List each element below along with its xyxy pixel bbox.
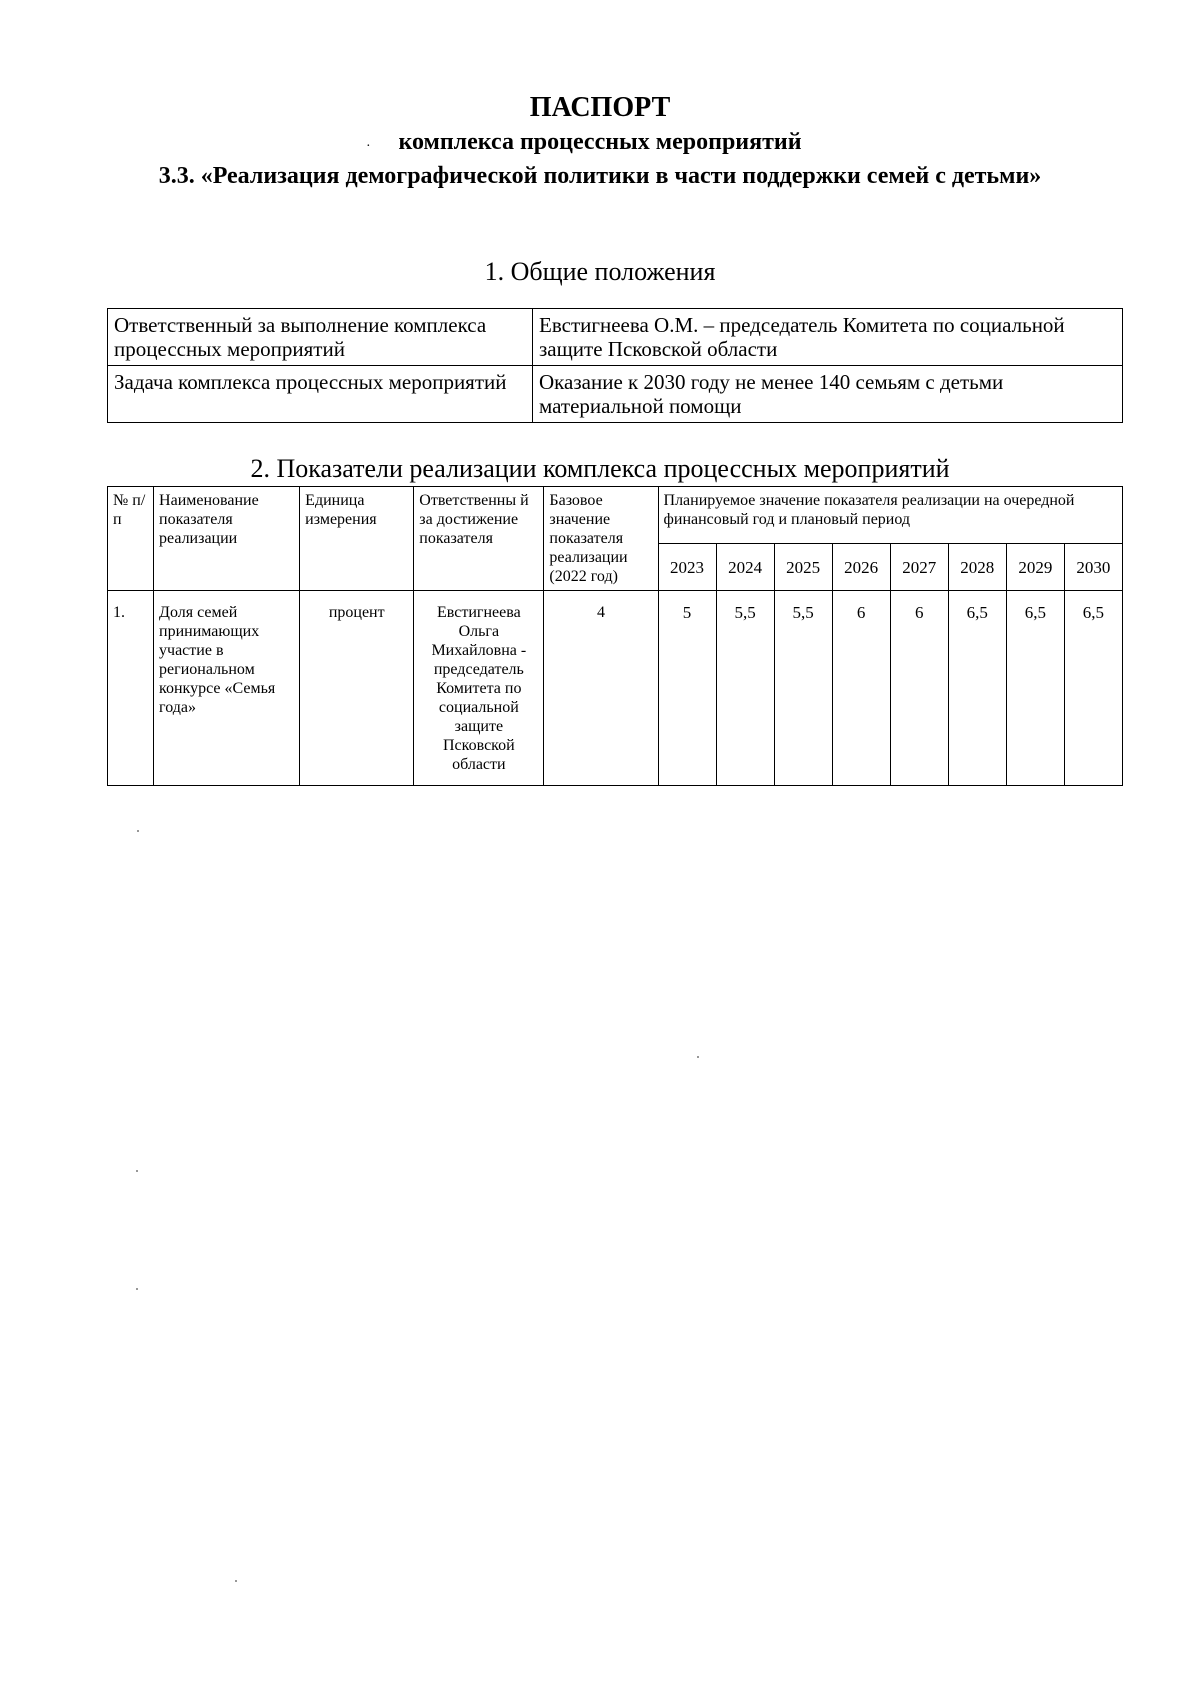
header-planned: Планируемое значение показателя реализации на очередной финансовый год и плановый период [658,487,1122,544]
general-row [108,309,1123,366]
row-num: 1. [108,591,154,786]
year-header: 2030 [1064,544,1122,591]
year-header: 2026 [832,544,890,591]
year-header: 2027 [890,544,948,591]
row-value: 6 [890,591,948,786]
section-indicators-title: 2. Показатели реализации комплекса процессных мероприятий [250,454,950,483]
row-value: 5,5 [774,591,832,786]
header-name: Наименование показателя реализации [154,487,300,591]
row-value: 6 [832,591,890,786]
row-responsible: Евстигнеева Ольга Михайловна - председатель Комитета по социальной защите Псковской области [414,591,544,786]
row-unit: процент [300,591,414,786]
general-row [108,366,1123,423]
year-header: 2023 [658,544,716,591]
task-value: Оказание к 2030 году не менее 140 семьям с детьми материальной помощи [533,366,1123,423]
indicators-table [107,486,1123,786]
task-label: Задача комплекса процессных мероприятий [108,366,533,423]
header-row [108,487,1123,544]
header-unit: Единица измерения [300,487,414,591]
section-general-title: 1. Общие положения [484,257,716,286]
general-provisions-table [107,308,1123,423]
responsible-label: Ответственный за выполнение комплекса процессных мероприятий [108,309,533,366]
header-base: Базовое значение показателя реализации (2022 год) [544,487,658,591]
row-value: 5 [658,591,716,786]
scan-speck [136,1170,138,1172]
scan-speck [235,1580,237,1582]
year-header: 2025 [774,544,832,591]
row-base: 4 [544,591,658,786]
scan-speck [136,1288,138,1290]
row-value: 6,5 [1006,591,1064,786]
row-value: 6,5 [948,591,1006,786]
stray-mark: · [366,139,371,154]
row-name: Доля семей принимающих участие в региональном конкурсе «Семья года» [154,591,300,786]
header-num: № п/п [108,487,154,591]
year-header: 2029 [1006,544,1064,591]
scan-speck [137,830,139,832]
responsible-value: Евстигнеева О.М. – председатель Комитета по социальной защите Псковской области [533,309,1123,366]
row-value: 5,5 [716,591,774,786]
header-responsible: Ответственны й за достижение показателя [414,487,544,591]
row-value: 6,5 [1064,591,1122,786]
scan-speck [697,1056,699,1058]
year-header: 2024 [716,544,774,591]
program-name: 3.3. «Реализация демографической политики в части поддержки семей с детьми» [158,163,1042,189]
table-row [108,591,1123,786]
document-subtitle: комплекса процессных мероприятий [398,129,802,155]
document-title: ПАСПОРТ [529,92,671,123]
year-header: 2028 [948,544,1006,591]
